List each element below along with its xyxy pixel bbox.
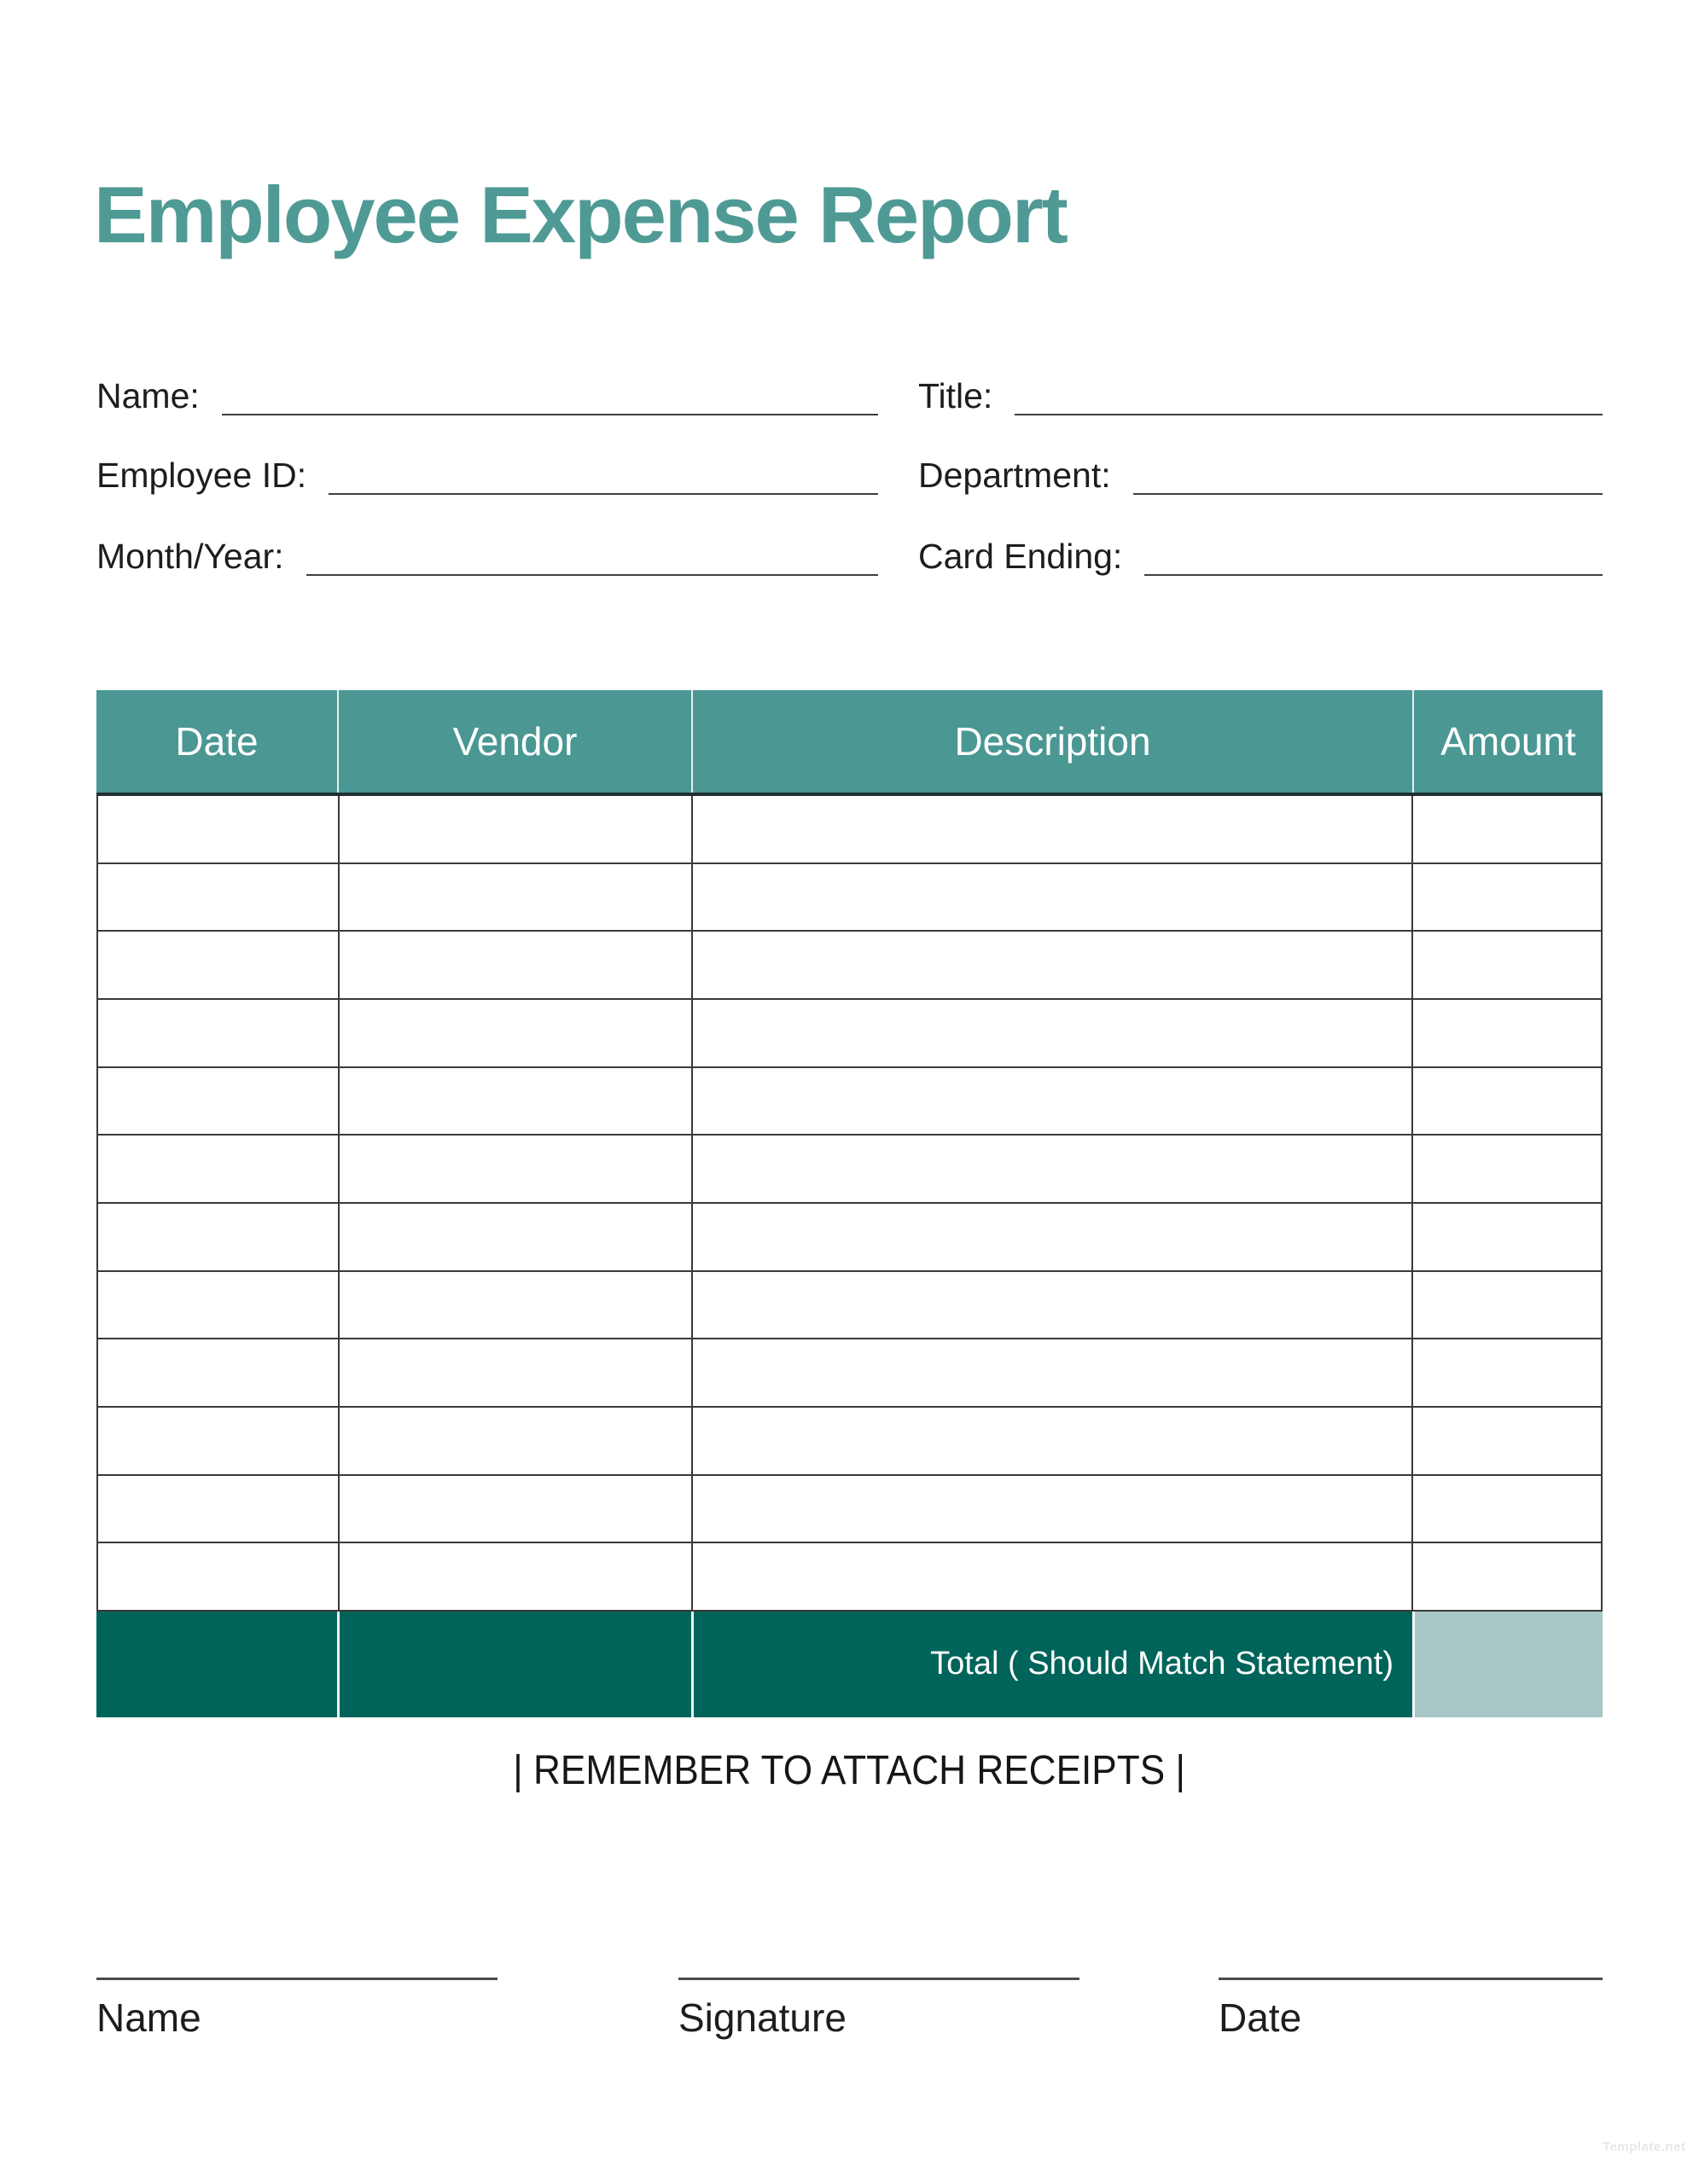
cell-date — [98, 1000, 338, 1066]
cell-date — [98, 1068, 338, 1135]
employee-id-label: Employee ID: — [96, 455, 307, 495]
table-row — [98, 932, 1601, 1000]
cell-amount — [1411, 1272, 1602, 1339]
cell-vendor — [338, 1272, 691, 1339]
cell-amount — [1411, 1136, 1602, 1202]
cell-description — [691, 1136, 1411, 1202]
total-cell-date — [96, 1612, 337, 1717]
cell-vendor — [338, 1000, 691, 1066]
signature-line-date — [1219, 1978, 1603, 1980]
page-title: Employee Expense Report — [94, 170, 1067, 259]
table-row — [98, 796, 1601, 864]
cell-description — [691, 1476, 1411, 1542]
cell-date — [98, 796, 338, 863]
table-row — [98, 1476, 1601, 1544]
table-row — [98, 1068, 1601, 1136]
cell-vendor — [338, 1476, 691, 1542]
table-row — [98, 1272, 1601, 1340]
cell-description — [691, 1543, 1411, 1610]
cell-date — [98, 1204, 338, 1270]
cell-vendor — [338, 864, 691, 931]
department-label: Department: — [918, 455, 1111, 495]
name-input-line — [222, 369, 878, 415]
table-row — [98, 1136, 1601, 1204]
expense-table — [96, 690, 1603, 1717]
cell-vendor — [338, 1136, 691, 1202]
cell-amount — [1411, 1000, 1602, 1066]
field-department — [918, 449, 1603, 495]
cell-vendor — [338, 1339, 691, 1406]
table-row — [98, 1339, 1601, 1408]
cell-vendor — [338, 1068, 691, 1135]
table-row — [98, 1543, 1601, 1612]
table-header — [96, 690, 1603, 796]
table-row — [98, 1204, 1601, 1272]
total-amount-cell — [1412, 1612, 1603, 1717]
watermark: Template.net — [1603, 2140, 1686, 2154]
cell-date — [98, 1476, 338, 1542]
receipts-notice-text: | REMEMBER TO ATTACH RECEIPTS | — [513, 1748, 1186, 1793]
department-input-line — [1133, 449, 1603, 495]
cell-date — [98, 1272, 338, 1339]
field-name — [96, 369, 878, 415]
signature-date-label: Date — [1219, 1995, 1302, 2040]
field-employee-id — [96, 449, 878, 495]
cell-amount — [1411, 1339, 1602, 1406]
cell-vendor — [338, 1204, 691, 1270]
cell-description — [691, 1068, 1411, 1135]
cell-date — [98, 1136, 338, 1202]
table-row — [98, 1000, 1601, 1068]
cell-amount — [1411, 864, 1602, 931]
cell-amount — [1411, 1543, 1602, 1610]
title-input-line — [1015, 369, 1603, 415]
cell-amount — [1411, 932, 1602, 998]
header-cell-description: Description — [691, 690, 1412, 793]
expense-rows — [96, 796, 1603, 1612]
cell-description — [691, 1204, 1411, 1270]
signature-signature-label: Signature — [678, 1995, 847, 2040]
cell-description — [691, 864, 1411, 931]
cell-vendor — [338, 1408, 691, 1474]
cell-description — [691, 1339, 1411, 1406]
cell-amount — [1411, 1204, 1602, 1270]
header-cell-vendor: Vendor — [337, 690, 691, 793]
total-cell-vendor — [337, 1612, 691, 1717]
employee-id-input-line — [329, 449, 878, 495]
name-label: Name: — [96, 375, 200, 415]
table-row — [98, 864, 1601, 932]
cell-amount — [1411, 1408, 1602, 1474]
receipts-notice — [96, 1747, 1603, 1794]
signature-line-name — [96, 1978, 497, 1980]
header-cell-date: Date — [175, 719, 259, 764]
signature-line-signature — [678, 1978, 1079, 1980]
cell-date — [98, 1408, 338, 1474]
month-year-label: Month/Year: — [96, 536, 284, 576]
cell-vendor — [338, 796, 691, 863]
field-title — [918, 369, 1603, 415]
cell-description — [691, 1408, 1411, 1474]
cell-description — [691, 932, 1411, 998]
title-label: Title: — [918, 375, 993, 415]
total-label: Total ( Should Match Statement) — [691, 1612, 1412, 1717]
cell-description — [691, 1272, 1411, 1339]
total-row — [96, 1612, 1603, 1717]
cell-description — [691, 1000, 1411, 1066]
table-row — [98, 1408, 1601, 1476]
field-month-year — [96, 530, 878, 576]
cell-date — [98, 932, 338, 998]
card-ending-input-line — [1144, 530, 1603, 576]
cell-amount — [1411, 1068, 1602, 1135]
card-ending-label: Card Ending: — [918, 536, 1123, 576]
month-year-input-line — [306, 530, 878, 576]
cell-date — [98, 864, 338, 931]
cell-description — [691, 796, 1411, 863]
header-cell-amount: Amount — [1412, 690, 1603, 793]
field-card-ending — [918, 530, 1603, 576]
cell-vendor — [338, 932, 691, 998]
cell-amount — [1411, 1476, 1602, 1542]
cell-date — [98, 1543, 338, 1610]
cell-date — [98, 1339, 338, 1406]
cell-vendor — [338, 1543, 691, 1610]
signature-name-label: Name — [96, 1995, 201, 2040]
cell-amount — [1411, 796, 1602, 863]
